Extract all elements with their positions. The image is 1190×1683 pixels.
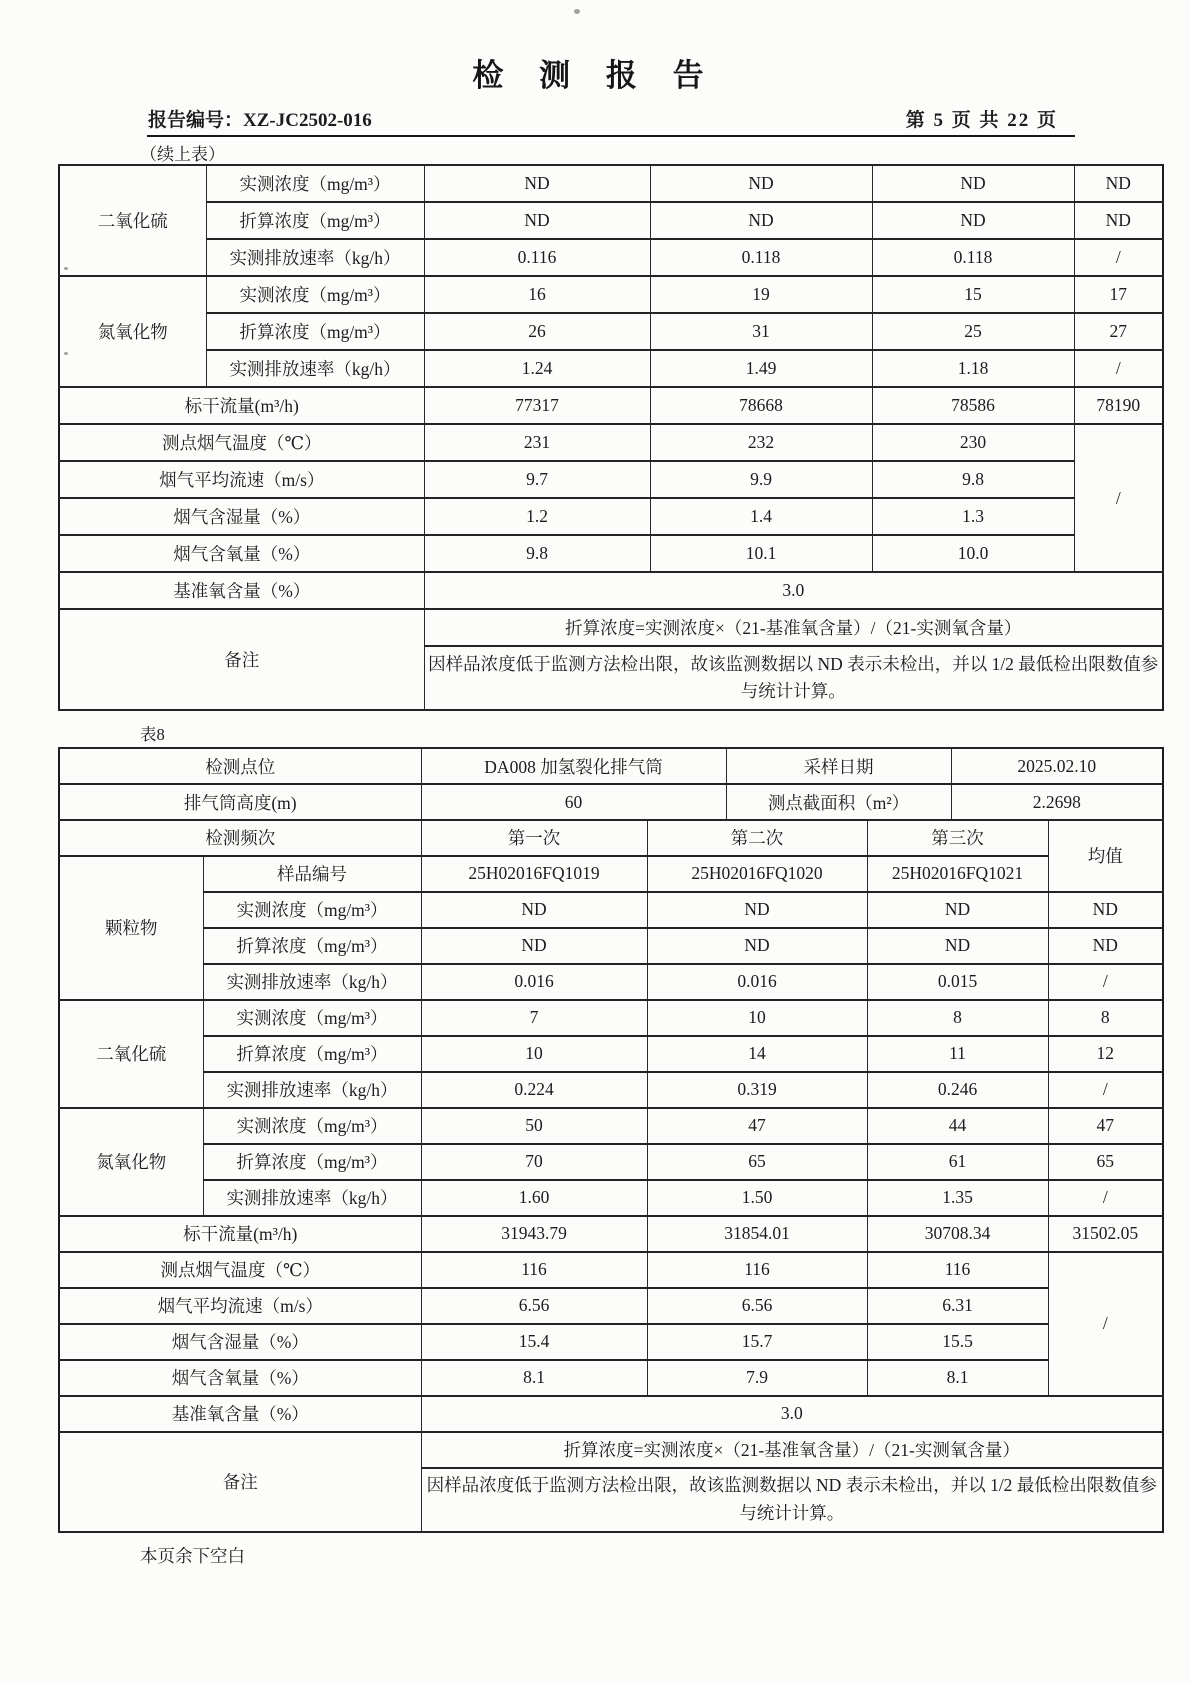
table-row	[59, 424, 1163, 461]
value-cell: 27	[1074, 313, 1163, 350]
value-cell: 1.24	[424, 350, 650, 387]
value-cell: 7.9	[647, 1360, 867, 1396]
value-cell: 19	[650, 276, 872, 313]
param-cell: 烟气含湿量（%）	[59, 498, 424, 535]
report-title: 检 测 报 告	[472, 58, 718, 93]
merged-slash-cell: /	[1048, 1252, 1163, 1396]
table-row	[59, 1072, 1163, 1108]
value-cell: 31	[650, 313, 872, 350]
avg-header-cell: 均值	[1048, 820, 1163, 892]
table-row	[59, 1144, 1163, 1180]
table-row	[59, 609, 1163, 646]
table-row	[59, 784, 1163, 820]
value-cell: 116	[421, 1252, 647, 1288]
page-blank-note: 本页余下空白	[140, 1545, 245, 1566]
value-cell: 8.1	[867, 1360, 1048, 1396]
table-row	[59, 1324, 1163, 1360]
value-cell: 15.5	[867, 1324, 1048, 1360]
table-row	[59, 313, 1163, 350]
value-cell: 15.7	[647, 1324, 867, 1360]
value-cell: 47	[1048, 1108, 1163, 1144]
table-row	[59, 856, 1163, 892]
table-continued	[58, 164, 1164, 711]
value-cell: 3.0	[424, 572, 1163, 609]
value-cell: ND	[867, 892, 1048, 928]
value-cell: 25H02016FQ1019	[421, 856, 647, 892]
value-cell: 231	[424, 424, 650, 461]
table-row	[59, 1360, 1163, 1396]
value-cell: 14	[647, 1036, 867, 1072]
table-row	[59, 276, 1163, 313]
param-cell: 折算浓度（mg/m³）	[206, 202, 424, 239]
param-cell: 实测排放速率（kg/h）	[203, 964, 421, 1000]
pollutant-group-cell: 氮氧化物	[59, 276, 206, 387]
value-cell: 0.224	[421, 1072, 647, 1108]
value-cell: 47	[647, 1108, 867, 1144]
table-row	[59, 387, 1163, 424]
value-cell: 8	[867, 1000, 1048, 1036]
param-cell: 烟气平均流速（m/s）	[59, 1288, 421, 1324]
table-row	[59, 572, 1163, 609]
value-cell: ND	[421, 928, 647, 964]
param-cell: 基准氧含量（%）	[59, 572, 424, 609]
value-cell: 12	[1048, 1036, 1163, 1072]
value-cell: 0.118	[650, 239, 872, 276]
param-cell: 烟气含湿量（%）	[59, 1324, 421, 1360]
value-cell: ND	[647, 928, 867, 964]
param-cell: 实测排放速率（kg/h）	[203, 1072, 421, 1108]
value-cell: 65	[1048, 1144, 1163, 1180]
value-cell: 9.7	[424, 461, 650, 498]
value-cell: 0.118	[872, 239, 1074, 276]
value-cell: 10	[421, 1036, 647, 1072]
value-cell: 第一次	[421, 820, 647, 856]
value-cell: 50	[421, 1108, 647, 1144]
value-cell: ND	[1048, 892, 1163, 928]
value-cell: 1.3	[872, 498, 1074, 535]
value-cell: 10.1	[650, 535, 872, 572]
page-indicator: 第 5 页 共 22 页	[905, 110, 1058, 131]
table-row	[59, 928, 1163, 964]
value-cell: 1.50	[647, 1180, 867, 1216]
value-cell: 9.8	[872, 461, 1074, 498]
pollutant-group-cell: 二氧化硫	[59, 165, 206, 276]
param-cell: 标干流量(m³/h)	[59, 1216, 421, 1252]
table-row	[59, 1036, 1163, 1072]
param-cell: 基准氧含量（%）	[59, 1396, 421, 1432]
value-cell: 0.116	[424, 239, 650, 276]
value-cell: 0.015	[867, 964, 1048, 1000]
value-cell: 31854.01	[647, 1216, 867, 1252]
header-rule	[147, 135, 1075, 137]
scan-speck	[64, 352, 68, 355]
value-cell: 26	[424, 313, 650, 350]
merged-slash-cell: /	[1074, 424, 1163, 572]
pollutant-group-cell: 氮氧化物	[59, 1108, 203, 1216]
param-cell: 排气筒高度(m)	[59, 784, 421, 820]
param-cell: 标干流量(m³/h)	[59, 387, 424, 424]
param-cell: 实测浓度（mg/m³）	[206, 276, 424, 313]
value-cell: 8.1	[421, 1360, 647, 1396]
value-cell: ND	[421, 892, 647, 928]
table-row	[59, 461, 1163, 498]
table-row	[59, 1180, 1163, 1216]
value-cell: 第三次	[867, 820, 1048, 856]
scan-speck	[574, 9, 580, 14]
value-cell: 6.31	[867, 1288, 1048, 1324]
value-cell: 25H02016FQ1021	[867, 856, 1048, 892]
report-number: 报告编号：XZ-JC2502-016	[148, 110, 372, 131]
param-cell: 测点烟气温度（℃）	[59, 424, 424, 461]
table-row	[59, 1252, 1163, 1288]
table-row	[59, 1396, 1163, 1432]
value-cell: 78586	[872, 387, 1074, 424]
value-cell: 1.35	[867, 1180, 1048, 1216]
value-cell: 10	[647, 1000, 867, 1036]
param-cell: 实测浓度（mg/m³）	[203, 892, 421, 928]
table-row	[59, 1000, 1163, 1036]
scan-speck	[64, 267, 68, 270]
param-cell: 折算浓度（mg/m³）	[203, 928, 421, 964]
value-cell: ND	[650, 202, 872, 239]
table-row	[59, 1288, 1163, 1324]
value-cell: 0.016	[421, 964, 647, 1000]
param-cell: 采样日期	[726, 748, 951, 784]
value-cell: 2025.02.10	[951, 748, 1163, 784]
param-cell: 测点烟气温度（℃）	[59, 1252, 421, 1288]
pollutant-group-cell: 二氧化硫	[59, 1000, 203, 1108]
value-cell: ND	[424, 202, 650, 239]
value-cell: 230	[872, 424, 1074, 461]
table-row	[59, 202, 1163, 239]
value-cell: /	[1074, 350, 1163, 387]
value-cell: 44	[867, 1108, 1048, 1144]
value-cell: 25H02016FQ1020	[647, 856, 867, 892]
param-cell: 实测浓度（mg/m³）	[206, 165, 424, 202]
param-cell: 检测点位	[59, 748, 421, 784]
value-cell: 7	[421, 1000, 647, 1036]
value-cell: ND	[1074, 165, 1163, 202]
table8-caption: 表8	[140, 725, 165, 744]
value-cell: 70	[421, 1144, 647, 1180]
param-cell: 折算浓度（mg/m³）	[203, 1036, 421, 1072]
value-cell: 25	[872, 313, 1074, 350]
value-cell: ND	[867, 928, 1048, 964]
value-cell: 78190	[1074, 387, 1163, 424]
value-cell: 1.4	[650, 498, 872, 535]
param-cell: 折算浓度（mg/m³）	[203, 1144, 421, 1180]
value-cell: ND	[1048, 928, 1163, 964]
table-row	[59, 964, 1163, 1000]
param-cell: 测点截面积（m²）	[726, 784, 951, 820]
remark-label-cell: 备注	[59, 1432, 421, 1532]
value-cell: ND	[872, 165, 1074, 202]
value-cell: 10.0	[872, 535, 1074, 572]
param-cell: 折算浓度（mg/m³）	[206, 313, 424, 350]
value-cell: 0.016	[647, 964, 867, 1000]
value-cell: 6.56	[421, 1288, 647, 1324]
table-row	[59, 892, 1163, 928]
value-cell: 9.9	[650, 461, 872, 498]
value-cell: /	[1074, 239, 1163, 276]
value-cell: 1.2	[424, 498, 650, 535]
param-cell: 样品编号	[203, 856, 421, 892]
value-cell: DA008 加氢裂化排气筒	[421, 748, 726, 784]
value-cell: ND	[650, 165, 872, 202]
table-row	[59, 350, 1163, 387]
remark-note-cell: 因样品浓度低于监测方法检出限，故该监测数据以 ND 表示未检出，并以 1/2 最低检出限数值参与统计计算。	[421, 1468, 1163, 1532]
value-cell: 116	[867, 1252, 1048, 1288]
value-cell: ND	[1074, 202, 1163, 239]
value-cell: 0.246	[867, 1072, 1048, 1108]
value-cell: 31502.05	[1048, 1216, 1163, 1252]
value-cell: 60	[421, 784, 726, 820]
table-row	[59, 1108, 1163, 1144]
value-cell: 78668	[650, 387, 872, 424]
value-cell: 9.8	[424, 535, 650, 572]
param-cell: 实测排放速率（kg/h）	[206, 350, 424, 387]
value-cell: 77317	[424, 387, 650, 424]
param-cell: 烟气含氧量（%）	[59, 1360, 421, 1396]
value-cell: 6.56	[647, 1288, 867, 1324]
table-row	[59, 748, 1163, 784]
param-cell: 实测排放速率（kg/h）	[206, 239, 424, 276]
value-cell: 第二次	[647, 820, 867, 856]
report-header-row	[0, 105, 1190, 135]
table8-info	[58, 747, 1164, 821]
value-cell: 232	[650, 424, 872, 461]
value-cell: ND	[424, 165, 650, 202]
table-row	[59, 535, 1163, 572]
value-cell: 2.2698	[951, 784, 1163, 820]
value-cell: 1.18	[872, 350, 1074, 387]
remark-formula-cell: 折算浓度=实测浓度×（21-基准氧含量）/（21-实测氧含量）	[421, 1432, 1163, 1468]
value-cell: 15.4	[421, 1324, 647, 1360]
value-cell: /	[1048, 1072, 1163, 1108]
value-cell: 30708.34	[867, 1216, 1048, 1252]
value-cell: /	[1048, 1180, 1163, 1216]
value-cell: 61	[867, 1144, 1048, 1180]
param-cell: 烟气含氧量（%）	[59, 535, 424, 572]
value-cell: 3.0	[421, 1396, 1163, 1432]
value-cell: 17	[1074, 276, 1163, 313]
value-cell: 8	[1048, 1000, 1163, 1036]
pollutant-group-cell: 颗粒物	[59, 856, 203, 1000]
value-cell: 11	[867, 1036, 1048, 1072]
table-row	[59, 239, 1163, 276]
remark-formula-cell: 折算浓度=实测浓度×（21-基准氧含量）/（21-实测氧含量）	[424, 609, 1163, 646]
remark-note-cell: 因样品浓度低于监测方法检出限，故该监测数据以 ND 表示未检出，并以 1/2 最低检出限数值参与统计计算。	[424, 646, 1163, 710]
value-cell: 16	[424, 276, 650, 313]
remark-label-cell: 备注	[59, 609, 424, 710]
param-cell: 烟气平均流速（m/s）	[59, 461, 424, 498]
table-row	[59, 820, 1163, 856]
table-row	[59, 498, 1163, 535]
value-cell: 31943.79	[421, 1216, 647, 1252]
table8-body	[58, 819, 1164, 1533]
value-cell: ND	[647, 892, 867, 928]
value-cell: 116	[647, 1252, 867, 1288]
continuation-note: （续上表）	[140, 145, 225, 164]
value-cell: 0.319	[647, 1072, 867, 1108]
param-cell: 实测浓度（mg/m³）	[203, 1108, 421, 1144]
param-cell: 检测频次	[59, 820, 421, 856]
value-cell: ND	[872, 202, 1074, 239]
value-cell: 1.60	[421, 1180, 647, 1216]
param-cell: 实测排放速率（kg/h）	[203, 1180, 421, 1216]
table-row	[59, 165, 1163, 202]
table-row	[59, 1432, 1163, 1468]
value-cell: 15	[872, 276, 1074, 313]
param-cell: 实测浓度（mg/m³）	[203, 1000, 421, 1036]
value-cell: 65	[647, 1144, 867, 1180]
table-row	[59, 1216, 1163, 1252]
value-cell: 1.49	[650, 350, 872, 387]
value-cell: /	[1048, 964, 1163, 1000]
